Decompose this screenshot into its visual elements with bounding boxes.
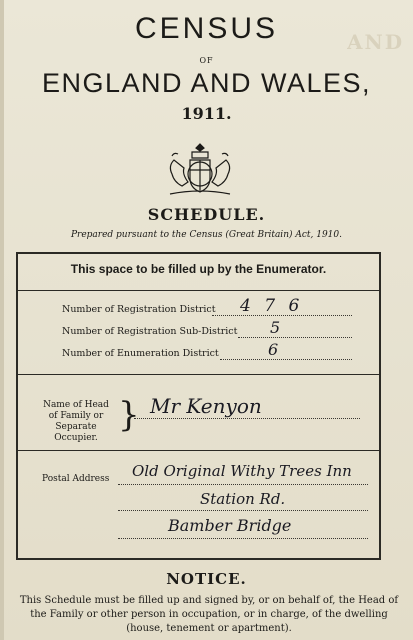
head-label-line: of Family or — [48, 411, 104, 421]
notice-text: This Schedule must be filled up and signed by, or on behalf of, the Head of the Family or other person in occupation, or in charge, of the dwelling (house, tenement or apartment). — [19, 595, 399, 634]
divider — [18, 374, 379, 375]
schedule-title: SCHEDULE. — [147, 205, 266, 224]
title-year: 1911. — [181, 104, 232, 123]
sub-district-label: Number of Registration Sub-District — [62, 326, 238, 337]
head-label-line: Separate Occupier. — [54, 422, 98, 443]
postal-line-2 — [118, 510, 368, 511]
title-country: ENGLAND AND WALES, — [41, 68, 372, 98]
enumerator-header: This space to be filled up by the Enumerator. — [70, 262, 327, 276]
registration-district-value: 4 7 6 — [240, 296, 304, 316]
divider — [18, 290, 379, 291]
head-label — [34, 400, 118, 444]
postal-address-label: Postal Address — [42, 474, 110, 484]
head-label-line: Name of Head — [43, 400, 109, 410]
head-value: Mr Kenyon — [150, 394, 262, 418]
royal-coat-of-arms-icon — [160, 140, 240, 200]
sub-district-line — [238, 337, 352, 338]
divider — [18, 450, 379, 451]
enumeration-district-line — [220, 359, 352, 360]
title-of: OF — [199, 56, 214, 65]
brace: } — [118, 395, 140, 435]
enumeration-district-value: 6 — [268, 340, 279, 359]
head-line — [134, 418, 360, 419]
postal-value-line1: Old Original Withy Trees Inn — [132, 462, 352, 480]
title-census: CENSUS — [134, 12, 279, 45]
postal-value-line3: Bamber Bridge — [168, 516, 292, 535]
notice-title: NOTICE. — [166, 570, 247, 588]
sub-district-value: 5 — [270, 318, 281, 337]
postal-value-line2: Station Rd. — [200, 490, 286, 508]
registration-district-label: Number of Registration District — [62, 304, 216, 315]
prepared-pursuant: Prepared pursuant to the Census (Great Britain) Act, 1910. — [70, 230, 342, 240]
enumeration-district-label: Number of Enumeration District — [62, 348, 219, 359]
postal-line-3 — [118, 538, 368, 539]
bleed-through-text: AND — [347, 30, 405, 52]
postal-line-1 — [118, 484, 368, 485]
